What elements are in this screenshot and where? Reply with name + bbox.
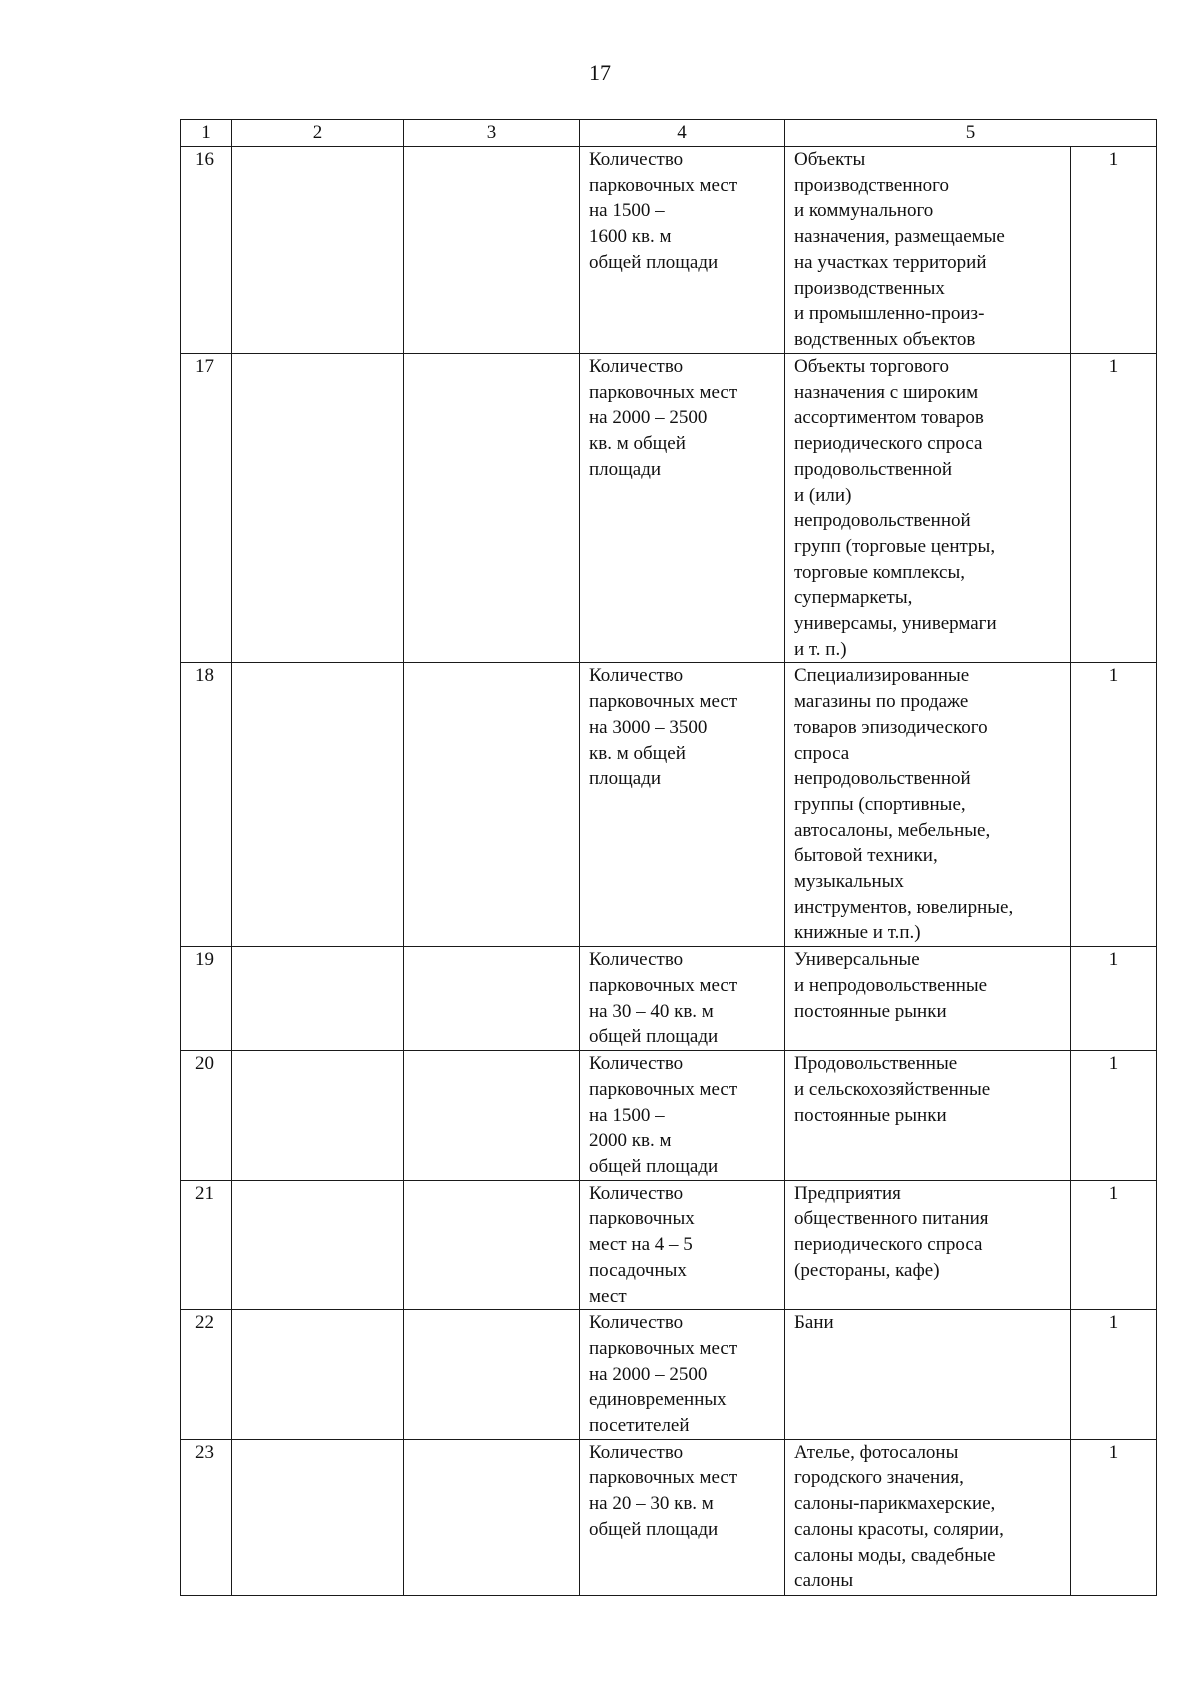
row-number: 17 [181,354,232,663]
empty-cell-col2 [232,1180,404,1310]
table-row [181,147,1157,354]
header-cell-3: 3 [404,120,580,147]
object-type-cell: Ателье, фотосалоны городского значения, салоны-парикмахерские, салоны красоты, солярии, салоны моды, свадебные салоны [785,1439,1071,1595]
empty-cell-col2 [232,1439,404,1595]
header-cell-2: 2 [232,120,404,147]
parking-norm-cell: Количество парковочных мест на 2000 – 2500 кв. м общей площади [580,354,785,663]
empty-cell-col3 [404,663,580,947]
table-row [181,1180,1157,1310]
parking-norm-cell: Количество парковочных мест на 4 – 5 посадочных мест [580,1180,785,1310]
row-number: 19 [181,947,232,1051]
value-cell: 1 [1071,1051,1157,1181]
row-number: 16 [181,147,232,354]
value-cell: 1 [1071,354,1157,663]
table-row [181,1439,1157,1595]
row-number: 20 [181,1051,232,1181]
row-number: 21 [181,1180,232,1310]
empty-cell-col3 [404,947,580,1051]
table-header-row [181,120,1157,147]
row-number: 23 [181,1439,232,1595]
empty-cell-col3 [404,1439,580,1595]
value-cell: 1 [1071,663,1157,947]
empty-cell-col2 [232,354,404,663]
empty-cell-col2 [232,663,404,947]
row-number: 22 [181,1310,232,1440]
value-cell: 1 [1071,1310,1157,1440]
header-cell-5: 5 [785,120,1157,147]
object-type-cell: Предприятия общественного питания периодического спроса (рестораны, кафе) [785,1180,1071,1310]
empty-cell-col3 [404,147,580,354]
object-type-cell: Объекты производственного и коммунального назначения, размещаемые на участках территорий производственных и промышленно-произ- водственных объектов [785,147,1071,354]
value-cell: 1 [1071,947,1157,1051]
object-type-cell: Специализированные магазины по продаже товаров эпизодического спроса непродовольственной группы (спортивные, автосалоны, мебельные, бытовой техники, музыкальных инструментов, ювелирные, книжные и т.п.) [785,663,1071,947]
parking-norm-cell: Количество парковочных мест на 30 – 40 кв. м общей площади [580,947,785,1051]
object-type-cell: Продовольственные и сельскохозяйственные постоянные рынки [785,1051,1071,1181]
table-row [181,947,1157,1051]
empty-cell-col2 [232,947,404,1051]
value-cell: 1 [1071,147,1157,354]
empty-cell-col2 [232,1051,404,1181]
empty-cell-col3 [404,1051,580,1181]
value-cell: 1 [1071,1439,1157,1595]
object-type-cell: Объекты торгового назначения с широким ассортиментом товаров периодического спроса продовольственной и (или) непродовольственной групп (торговые центры, торговые комплексы, супермаркеты, универсамы, универмаги и т. п.) [785,354,1071,663]
header-cell-1: 1 [181,120,232,147]
parking-norm-cell: Количество парковочных мест на 2000 – 2500 единовременных посетителей [580,1310,785,1440]
object-type-cell: Универсальные и непродовольственные постоянные рынки [785,947,1071,1051]
header-cell-4: 4 [580,120,785,147]
empty-cell-col3 [404,1310,580,1440]
table-row [181,663,1157,947]
page-number: 17 [589,60,611,85]
object-type-cell: Бани [785,1310,1071,1440]
empty-cell-col2 [232,1310,404,1440]
parking-norm-cell: Количество парковочных мест на 1500 – 2000 кв. м общей площади [580,1051,785,1181]
empty-cell-col2 [232,147,404,354]
row-number: 18 [181,663,232,947]
parking-norm-cell: Количество парковочных мест на 20 – 30 кв. м общей площади [580,1439,785,1595]
empty-cell-col3 [404,354,580,663]
table-row [181,1310,1157,1440]
table-row [181,1051,1157,1181]
regulation-table [180,119,1157,1596]
parking-norm-cell: Количество парковочных мест на 1500 – 1600 кв. м общей площади [580,147,785,354]
parking-norm-cell: Количество парковочных мест на 3000 – 3500 кв. м общей площади [580,663,785,947]
table-row [181,354,1157,663]
empty-cell-col3 [404,1180,580,1310]
value-cell: 1 [1071,1180,1157,1310]
